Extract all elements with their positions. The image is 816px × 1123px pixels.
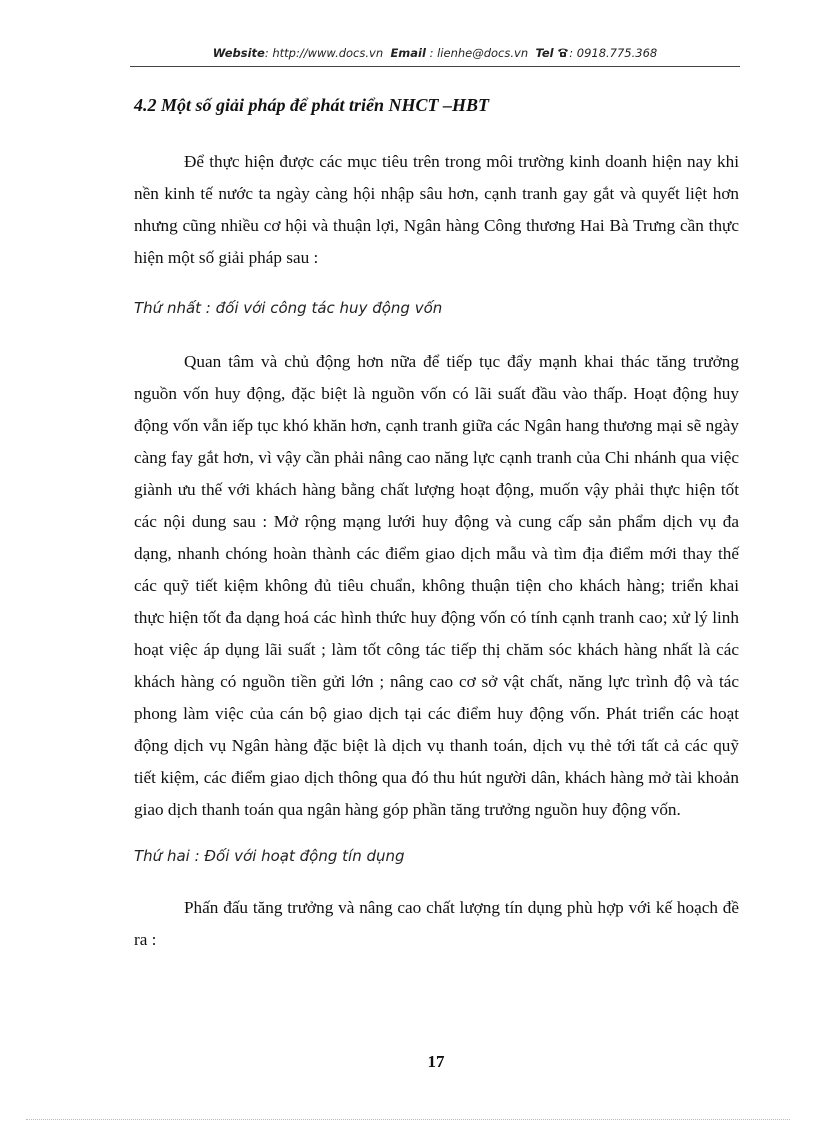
page-number: 17 (427, 1052, 445, 1071)
tel-label: Tel (535, 46, 554, 60)
email-value: : lienhe@docs.vn (429, 46, 529, 60)
page-header (130, 46, 740, 60)
subheading-capital-mobilization: Thứ nhất : đối với công tác huy động vốn (134, 299, 443, 317)
footer-divider (26, 1119, 790, 1120)
website-label: Website (212, 46, 265, 60)
tel-value: : 0918.775.368 (569, 46, 658, 60)
paragraph-credit-activity: Phấn đấu tăng trưởng và nâng cao chất lượng tín dụng phù hợp với kế hoạch đề ra : (134, 898, 739, 949)
section-heading: 4.2 Một số giải pháp để phát triển NHCT –HBT (134, 95, 490, 115)
subheading-credit-activity: Thứ hai : Đối với hoạt động tín dụng (134, 847, 405, 865)
paragraph-intro: Để thực hiện được các mục tiêu trên trong môi trường kinh doanh hiện nay khi nền kinh tế nước ta ngày càng hội nhập sâu hơn, cạnh tranh gay gắt và quyết liệt hơn nhưng cũng nhiều cơ hội và thuận lợi, Ngân hàng Công thương Hai Bà Trưng cần thực hiện một số giải pháp sau : (134, 152, 739, 267)
email-label: Email (390, 46, 426, 60)
header-divider (130, 66, 740, 67)
phone-icon (557, 46, 569, 60)
document-body (134, 84, 739, 956)
paragraph-capital-mobilization: Quan tâm và chủ động hơn nữa để tiếp tục đẩy mạnh khai thác tăng trưởng nguồn vốn huy động, đặc biệt là nguồn vốn có lãi suất đầu vào thấp. Hoạt động huy động vốn vẫn iếp tục khó khăn hơn, cạnh tranh giữa các Ngân hang thương mại sẽ ngày càng fay gắt hơn, vì vậy cần phải nâng cao năng lực cạnh tranh của Chi nhánh qua việc giành ưu thế với khách hàng bằng chất lượng hoạt động, muốn vậy phải thực hiện tốt các nội dung sau : Mở rộng mạng lưới huy động và cung cấp sản phẩm dịch vụ đa dạng, nhanh chóng hoàn thành các điểm giao dịch mẫu và tìm địa điểm mới thay thế các quỹ tiết kiệm không đủ tiêu chuẩn, không thuận tiện cho khách hàng; triển khai thực hiện tốt đa dạng hoá các hình thức huy động vốn có tính cạnh tranh cao; xử lý linh hoạt việc áp dụng lãi suất ; làm tốt công tác tiếp thị chăm sóc khách hàng nhất là các khách hàng có nguồn tiền gửi lớn ; nâng cao cơ sở vật chất, năng lực trình độ và tác phong làm việc của cán bộ giao dịch tại các điểm huy động vốn. Phát triển các hoạt động dịch vụ Ngân hàng đặc biệt là dịch vụ thanh toán, dịch vụ thẻ tới tất cả các quỹ tiết kiệm, các điểm giao dịch thông qua đó thu hút người dân, khách hàng mở tài khoản giao dịch thanh toán qua ngân hàng góp phần tăng trưởng nguồn huy động vốn. (134, 352, 739, 819)
website-value: : http://www.docs.vn (264, 46, 384, 60)
